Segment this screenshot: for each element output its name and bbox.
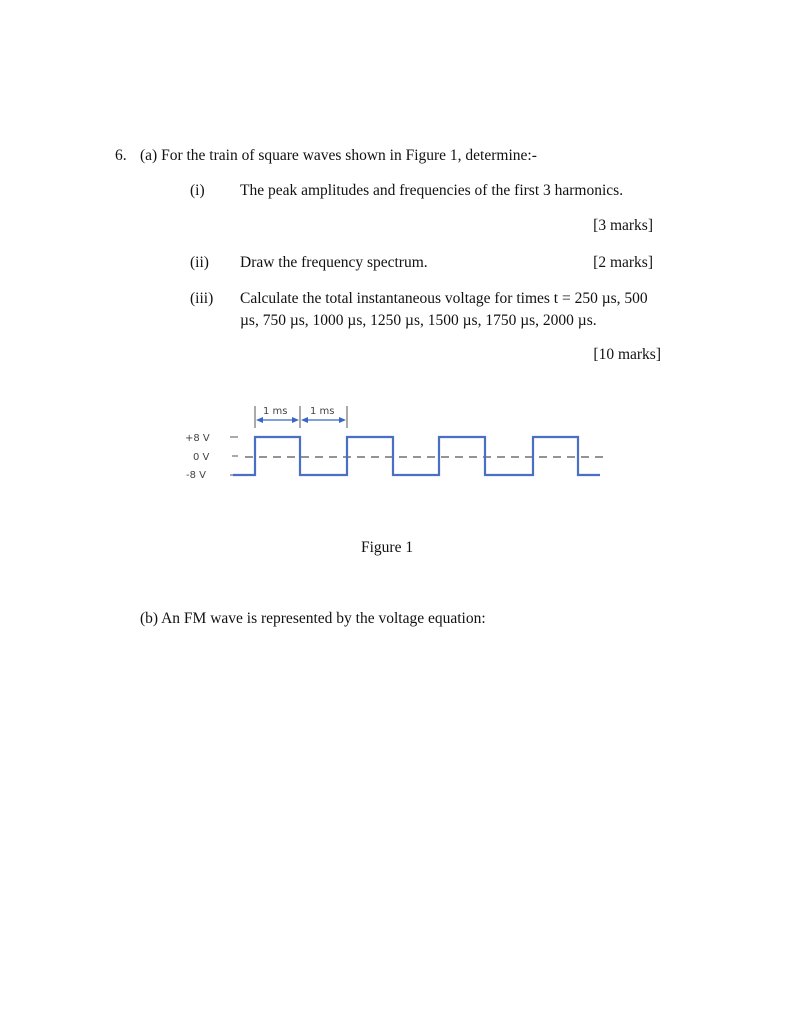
arrowhead-2-right [339,417,346,423]
item-i-text: The peak amplitudes and frequencies of the first 3 harmonics. [240,182,624,199]
item-iii-text-line1: Calculate the total instantaneous voltage for times t = 250 µs, 500 [240,290,648,307]
part-b-intro: (b) An FM wave is represented by the voltage equation: [140,610,486,627]
square-wave-figure [185,400,605,485]
y-label-zero: 0 V [193,452,210,463]
period-label-1: 1 ms [263,406,288,417]
arrowhead-1-left [256,417,263,423]
y-label-minus8: -8 V [186,470,206,481]
arrowhead-1-right [292,417,299,423]
arrowhead-2-left [301,417,308,423]
item-ii-text: Draw the frequency spectrum. [240,254,428,271]
item-iii-text-line2: µs, 750 µs, 1000 µs, 1250 µs, 1500 µs, 1750 µs, 2000 µs. [240,312,597,329]
figure-caption: Figure 1 [361,539,414,556]
item-ii-marks: [2 marks] [593,254,653,271]
item-iii-number: (iii) [190,290,214,307]
item-ii-number: (ii) [190,254,209,271]
question-number: 6. [115,147,127,164]
y-label-plus8: +8 V [185,433,210,444]
period-label-2: 1 ms [310,406,335,417]
square-wave [233,437,600,475]
item-i-marks: [3 marks] [593,217,653,234]
item-iii-marks: [10 marks] [593,346,661,363]
item-i-number: (i) [190,182,205,199]
part-a-intro: (a) For the train of square waves shown in Figure 1, determine:- [140,147,537,164]
